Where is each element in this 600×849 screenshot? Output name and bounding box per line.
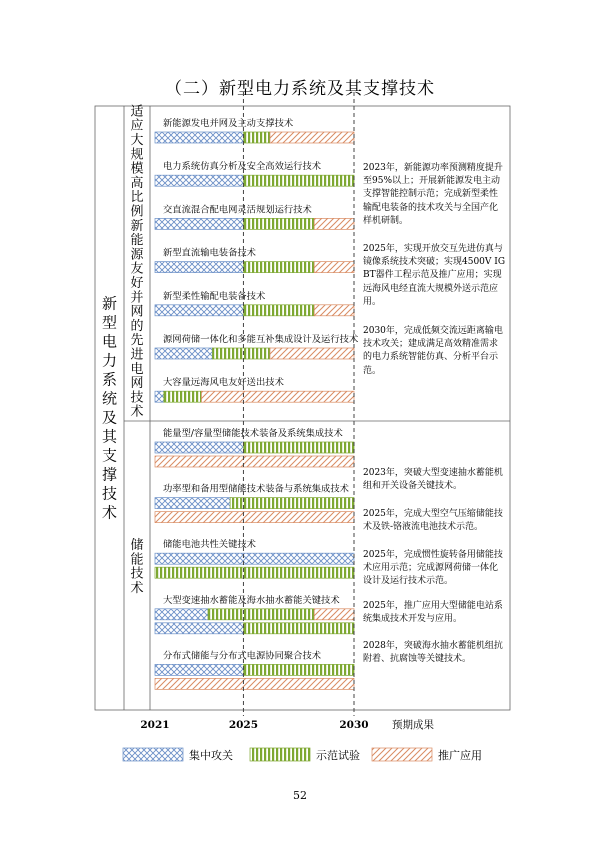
result-item bbox=[363, 162, 505, 252]
page-title: （二）新型电力系统及其支撑技术 bbox=[165, 79, 435, 99]
result-text: 2028年，突破海水抽水蓄能机组抗附着、抗腐蚀等关键技术。 bbox=[363, 641, 503, 665]
legend-label-demo: 示范试验 bbox=[316, 749, 360, 762]
task-name: 大型变速抽水蓄能及海水抽水蓄能关键技术 bbox=[163, 594, 340, 606]
bar-focus bbox=[155, 498, 230, 509]
legend-swatch-focus bbox=[123, 748, 183, 761]
page-number: 52 bbox=[293, 789, 307, 802]
bar-promo bbox=[155, 678, 354, 689]
bar-demo bbox=[212, 348, 269, 359]
result-item bbox=[363, 325, 505, 415]
root-category-label: 新型电力系统及其支撑技术 bbox=[101, 294, 118, 522]
bar-promo bbox=[314, 218, 354, 229]
bar-demo bbox=[243, 623, 354, 634]
result-text: 2023年，突破大型变速抽水蓄能机组和开关设备关键技术。 bbox=[363, 468, 503, 492]
bar-demo bbox=[164, 391, 202, 402]
task-name: 大容量远海风电友好送出技术 bbox=[163, 377, 284, 389]
legend-label-promo: 推广应用 bbox=[438, 749, 482, 762]
bar-focus bbox=[155, 664, 243, 675]
bar-promo bbox=[270, 348, 354, 359]
bar-focus bbox=[155, 218, 243, 229]
legend-swatch-promo bbox=[372, 748, 432, 761]
legend-swatch-demo bbox=[250, 748, 310, 761]
bar-promo bbox=[314, 609, 354, 620]
result-text: 2025年，实现开放交互先进仿真与镜像系统技术突破；实现4500V IGBT器件工程示范及推广应用；实现远海风电经直流大规模外送示范应用。 bbox=[363, 244, 505, 307]
bar-focus bbox=[155, 348, 212, 359]
bar-focus bbox=[155, 175, 243, 186]
bar-focus bbox=[155, 442, 243, 453]
bar-demo bbox=[243, 132, 270, 143]
bar-focus bbox=[155, 609, 208, 620]
bar-focus bbox=[155, 262, 243, 273]
x-tick-label: 2021 bbox=[140, 719, 170, 731]
bar-demo bbox=[243, 262, 314, 273]
result-item bbox=[363, 640, 505, 730]
bar-focus bbox=[155, 391, 164, 402]
x-tick-label: 2030 bbox=[339, 719, 369, 731]
task-name: 分布式储能与分布式电源协同聚合技术 bbox=[163, 650, 322, 662]
task-name: 电力系统仿真分析及安全高效运行技术 bbox=[163, 161, 322, 173]
task-name: 新型直流输电装备技术 bbox=[163, 247, 256, 259]
bar-promo bbox=[314, 262, 354, 273]
task-name: 源网荷储一体化和多能互补集成设计及运行技术 bbox=[163, 334, 359, 345]
bar-promo bbox=[270, 132, 354, 143]
bar-demo bbox=[243, 175, 354, 186]
group-label: 适应大规模高比例新能源友好并网的先进电网技术 bbox=[130, 104, 144, 420]
bar-demo bbox=[230, 498, 354, 509]
bar-demo bbox=[243, 305, 314, 316]
task-name: 新能源发电并网及主动支撑技术 bbox=[163, 118, 294, 129]
bar-focus bbox=[155, 305, 243, 316]
group-label: 储能技术 bbox=[130, 538, 144, 596]
results-column-header: 预期成果 bbox=[392, 719, 434, 731]
result-text: 2025年，完成惯性旋转备用储能技术应用示范；完成源网荷储一体化设计及运行技术示范。 bbox=[363, 550, 503, 587]
task-name: 交直流混合配电网灵活规划运行技术 bbox=[163, 204, 312, 216]
task-name: 功率型和备用型储能技术装备与系统集成技术 bbox=[163, 483, 349, 495]
legend-label-focus: 集中攻关 bbox=[189, 749, 233, 762]
bar-demo bbox=[243, 664, 354, 675]
result-text: 2025年，推广应用大型储能电站系统集成技术开发与应用。 bbox=[363, 601, 503, 625]
result-text: 2025年，完成大型空气压缩储能技术及铁-铬液流电池技术示范。 bbox=[363, 509, 503, 533]
bar-demo bbox=[243, 218, 314, 229]
bar-promo bbox=[155, 512, 354, 523]
bar-focus bbox=[155, 623, 243, 634]
bar-focus bbox=[155, 553, 354, 564]
bar-demo bbox=[208, 609, 314, 620]
task-name: 储能电池共性关键技术 bbox=[163, 539, 256, 551]
task-name: 能量型/容量型储能技术装备及系统集成技术 bbox=[163, 428, 343, 439]
bar-promo bbox=[314, 305, 354, 316]
bar-demo bbox=[155, 567, 354, 578]
bar-promo bbox=[201, 391, 354, 402]
result-text: 2030年，完成低频交流远距离输电技术攻关；建成满足高效精准需求的电力系统智能仿真、分析平台示范。 bbox=[363, 326, 503, 376]
bar-demo bbox=[243, 442, 354, 453]
x-tick-label: 2025 bbox=[228, 719, 259, 731]
bar-promo bbox=[155, 456, 354, 467]
result-text: 2023年，新能源功率预测精度提升至95%以上；开展新能源发电主动支撑智能控制示范；完成新型柔性输配电装备的技术攻关与全国产化样机研制。 bbox=[363, 163, 503, 226]
bar-focus bbox=[155, 132, 243, 143]
result-item bbox=[363, 243, 505, 333]
task-name: 新型柔性输配电装备技术 bbox=[163, 290, 266, 302]
